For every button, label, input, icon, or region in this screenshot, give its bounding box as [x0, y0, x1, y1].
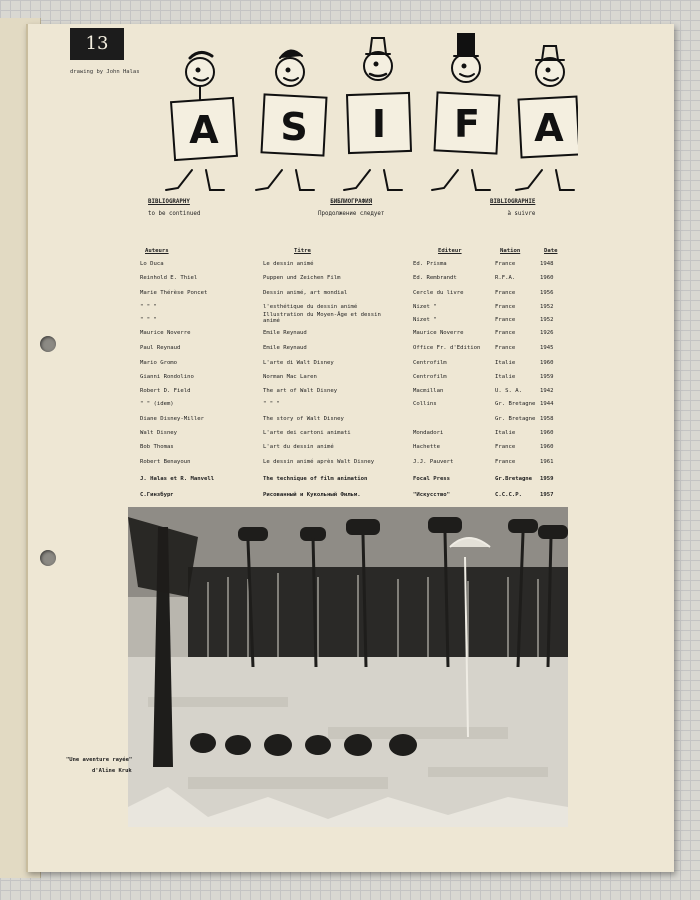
cell-nation: France	[495, 261, 516, 267]
cell-publisher: Mondadori	[413, 430, 444, 436]
cell-author: " " "	[140, 304, 157, 310]
cell-nation: R.F.A.	[495, 275, 516, 281]
cell-author: Robert Benayoun	[140, 459, 191, 465]
cell-nation: France	[495, 290, 516, 296]
cell-nation: U. S. A.	[495, 388, 522, 394]
table-row	[28, 275, 674, 287]
cell-date: 1958	[540, 416, 554, 422]
cell-nation: France	[495, 317, 516, 323]
cell-date: 1952	[540, 317, 554, 323]
caption-author: d'Aline Kruk	[92, 768, 132, 774]
table-row	[28, 374, 674, 386]
cell-author: Marie Thérèse Poncet	[140, 290, 208, 296]
table-header	[28, 248, 674, 260]
cell-date: 1952	[540, 304, 554, 310]
asifa-logo-illustration	[148, 30, 578, 200]
cell-publisher: Cercle du livre	[413, 290, 464, 296]
cell-publisher: Nizet "	[413, 317, 437, 323]
cell-author: " " "	[140, 317, 157, 323]
cell-author: Diane Disney-Miller	[140, 416, 204, 422]
column-header-publisher: Editeur	[438, 248, 462, 254]
column-header-authors: Auteurs	[145, 248, 169, 254]
table-row	[28, 476, 674, 488]
heading-english: BIBLIOGRAPHY to be continued	[148, 199, 201, 217]
cell-author: Reinhold E. Thiel	[140, 275, 198, 281]
cell-title: Illustration du Moyen-Âge et dessin animé	[263, 312, 381, 324]
cell-date: 1959	[540, 374, 554, 380]
cell-date: 1945	[540, 345, 554, 351]
table-row	[28, 388, 674, 400]
cell-author: Robert D. Field	[140, 388, 191, 394]
logo-letter: S	[280, 105, 308, 149]
cell-date: 1944	[540, 401, 554, 407]
cell-author: Mario Gromo	[140, 360, 178, 366]
cell-title: Puppen und Zeichen Film	[263, 275, 341, 281]
cell-publisher: Ed. Rembrandt	[413, 275, 457, 281]
cell-title: Norman Mac Laren	[263, 374, 317, 380]
cell-author: Maurice Noverre	[140, 330, 191, 336]
table-row	[28, 360, 674, 372]
cell-author: " " (idem)	[140, 401, 174, 407]
table-row	[28, 459, 674, 471]
cell-title: Dessin animé, art mondial	[263, 290, 348, 296]
cell-publisher: Centrofilm	[413, 374, 447, 380]
photo-caption	[66, 755, 132, 777]
logo-letter: A	[534, 106, 564, 150]
table-row	[28, 416, 674, 428]
table-row	[28, 345, 674, 357]
table-row	[28, 290, 674, 302]
cell-title: L'arte dei cartoni animati	[263, 430, 351, 436]
cell-author: Walt Disney	[140, 430, 178, 436]
cell-title: L'art du dessin animé	[263, 444, 334, 450]
table-row	[28, 330, 674, 342]
cell-publisher: J.J. Pauvert	[413, 459, 454, 465]
cell-publisher: Focal Press	[413, 476, 451, 482]
cell-title: " " "	[263, 401, 280, 407]
cell-nation: France	[495, 444, 516, 450]
cell-nation: France	[495, 304, 516, 310]
cell-date: 1961	[540, 459, 554, 465]
cell-title: The art of Walt Disney	[263, 388, 338, 394]
cell-nation: Gr. Bretagne	[495, 416, 536, 422]
cell-author: Bob Thomas	[140, 444, 174, 450]
cell-nation: France	[495, 345, 516, 351]
caption-title: "Une aventure rayée"	[66, 757, 133, 763]
heading-french: BIBLIOGRAPHIE à suivre	[490, 199, 536, 217]
column-header-nation: Nation	[500, 248, 521, 254]
table-row	[28, 312, 674, 329]
cell-publisher: Hachette	[413, 444, 440, 450]
table-row	[28, 401, 674, 413]
column-header-date: Date	[544, 248, 558, 254]
cell-date: 1942	[540, 388, 554, 394]
cell-publisher: Macmillan	[413, 388, 444, 394]
cell-title: L'arte di Walt Disney	[263, 360, 334, 366]
cell-title: Le dessin animé	[263, 261, 314, 267]
cell-nation: Gr. Bretagne	[495, 401, 536, 407]
cell-nation: Gr.Bretagne	[495, 476, 533, 482]
cell-author: С.Гинзбург	[140, 492, 174, 498]
cell-publisher: "Искусство"	[413, 492, 451, 498]
table-row	[28, 492, 674, 504]
cell-title: Emile Reynaud	[263, 345, 307, 351]
cell-date: 1960	[540, 360, 554, 366]
cell-date: 1956	[540, 290, 554, 296]
drawing-credit: drawing by John Halas	[70, 69, 140, 75]
cell-title: l'esthétique du dessin animé	[263, 304, 358, 310]
cell-author: Gianni Rondolino	[140, 374, 194, 380]
cell-date: 1948	[540, 261, 554, 267]
cell-nation: Italie	[495, 374, 516, 380]
cell-publisher: Centrofilm	[413, 360, 447, 366]
cell-title: Emile Reynaud	[263, 330, 307, 336]
cell-title: The story of Walt Disney	[263, 416, 344, 422]
cell-nation: France	[495, 330, 516, 336]
cell-date: 1960	[540, 430, 554, 436]
table-row	[28, 261, 674, 273]
heading-russian: БИБЛИОГРАФИЯ Продолжение следует	[318, 199, 385, 217]
column-header-title: Titre	[294, 248, 311, 254]
cell-date: 1960	[540, 275, 554, 281]
cell-publisher: Ed. Prisma	[413, 261, 447, 267]
magazine-page	[26, 24, 674, 872]
cell-publisher: Nizet "	[413, 304, 437, 310]
cell-title: Le dessin animé après Walt Disney	[263, 459, 375, 465]
cell-nation: France	[495, 459, 516, 465]
cell-date: 1960	[540, 444, 554, 450]
cell-publisher: Maurice Noverre	[413, 330, 464, 336]
cell-title: The technique of film animation	[263, 476, 368, 482]
logo-letter: F	[454, 102, 480, 146]
cell-date: 1959	[540, 476, 554, 482]
cell-publisher: Office Fr. d'Edition	[413, 345, 481, 351]
cell-title: Рисованный и Кукольный Фильм.	[263, 492, 361, 498]
table-row	[28, 444, 674, 456]
cell-nation: С.С.С.Р.	[495, 492, 522, 498]
logo-letter: A	[189, 108, 219, 152]
cell-date: 1926	[540, 330, 554, 336]
cell-date: 1957	[540, 492, 554, 498]
cell-nation: Italie	[495, 430, 516, 436]
binder-hole	[40, 550, 56, 566]
cell-nation: Italie	[495, 360, 516, 366]
cell-author: Lo Duca	[140, 261, 164, 267]
logo-letter: I	[371, 102, 387, 146]
cell-publisher: Collins	[413, 401, 437, 407]
table-row	[28, 430, 674, 442]
cell-author: J. Halas et R. Manvell	[140, 476, 215, 482]
collage-illustration	[128, 507, 568, 827]
cell-author: Paul Reynaud	[140, 345, 181, 351]
page-number: 13	[70, 28, 124, 60]
